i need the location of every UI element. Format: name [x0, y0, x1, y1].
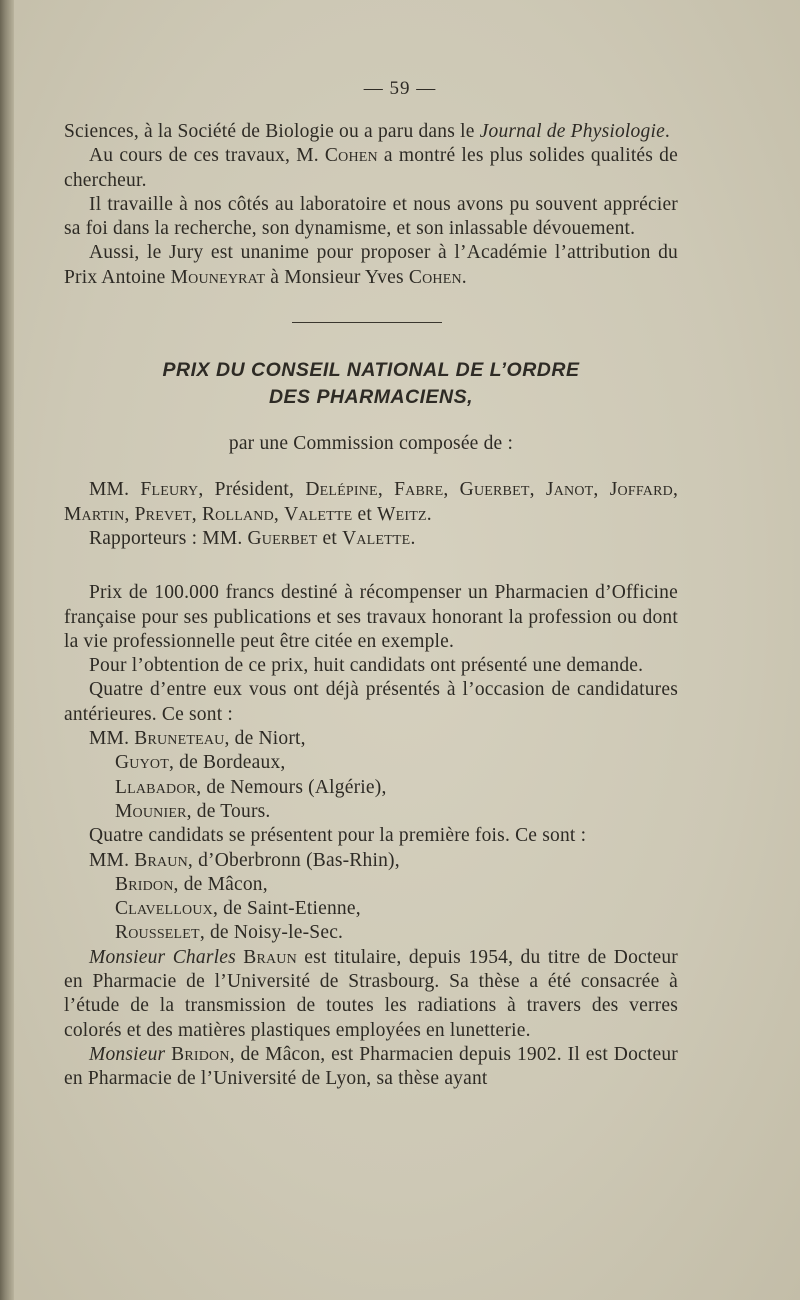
- person-name: Weitz: [377, 503, 427, 525]
- person-name: Guyot: [115, 752, 169, 774]
- previous-candidates-list: [64, 727, 678, 824]
- paragraph-text: ,: [529, 479, 546, 501]
- list-item: [64, 776, 678, 800]
- candidate-place: , de Tours.: [186, 800, 271, 822]
- person-name: Llabador: [115, 776, 197, 798]
- paragraph-new-candidates: Quatre candidats se présentent pour la première fois. Ce sont :: [89, 825, 587, 847]
- paragraph-text: , de Mâcon, est Pharmacien depuis 1902. Il est Docteur en Pharmacie de l’Université de Lyon, sa thèse ayant: [64, 1043, 678, 1090]
- paragraph-text: a montré les plus solides qualités de chercheur.: [64, 145, 678, 191]
- paragraph-qualities: [64, 144, 678, 193]
- paragraph-text: ,: [672, 479, 679, 501]
- list-item: [64, 727, 678, 751]
- person-name: Valette: [342, 527, 411, 549]
- paragraph-journal: [64, 120, 678, 144]
- person-name: Janot: [545, 479, 594, 501]
- person-name: Bruneteau: [134, 728, 225, 750]
- person-name: Rolland: [201, 503, 274, 525]
- person-name: Clavelloux: [115, 898, 213, 920]
- candidate-place: , de Saint-Etienne,: [212, 898, 361, 920]
- person-name: Guerbet: [247, 527, 318, 549]
- person-name: Mounier: [115, 800, 187, 822]
- list-item: [64, 921, 678, 945]
- person-name: Delépine: [305, 479, 378, 501]
- paragraph-text: .: [410, 527, 416, 549]
- person-name: Joffard: [609, 479, 673, 501]
- person-name: Valette: [284, 503, 353, 525]
- list-item: [64, 751, 678, 775]
- section-heading-line2: DES PHARMACIENS,: [268, 386, 474, 409]
- section-divider: [292, 322, 442, 323]
- paragraph-text: Au cours de ces travaux, M.: [89, 145, 325, 167]
- paragraph-obtention: Pour l’obtention de ce prix, huit candidats ont présenté une demande.: [89, 655, 644, 677]
- paragraph-previous-candidates: Quatre d’entre eux vous ont déjà présentés à l’occasion de candidatures antérieures. Ce sont :: [64, 679, 678, 725]
- person-name: Bridon: [115, 873, 174, 895]
- person-name: Fleury: [140, 479, 199, 501]
- list-item: [64, 800, 678, 824]
- page-number: — 59 —: [363, 78, 437, 99]
- person-name: Guerbet: [459, 479, 530, 501]
- paragraph-text: Rapporteurs : MM.: [89, 527, 248, 549]
- paragraph-bridon: [64, 1043, 678, 1092]
- person-name: Martin: [64, 503, 125, 525]
- candidate-place: , d’Oberbronn (Bas-Rhin),: [187, 849, 400, 871]
- paragraph-text: .: [664, 121, 670, 142]
- paragraph-text: ,: [593, 479, 610, 501]
- paragraph-jury-proposal: [64, 241, 678, 290]
- honorific: Monsieur: [89, 1043, 166, 1065]
- honorific: Monsieur Charles: [89, 946, 236, 968]
- list-item: [64, 897, 678, 921]
- paragraph-text: et: [317, 527, 343, 549]
- candidate-place: , de Niort,: [224, 728, 306, 750]
- paragraph-text: ,: [191, 503, 202, 525]
- prize-name: Mouneyrat: [170, 266, 266, 288]
- person-name: Cohen: [324, 145, 378, 167]
- person-name: Cohen: [408, 266, 462, 288]
- paragraph-text: ,: [124, 503, 135, 525]
- paragraph-text: MM.: [89, 479, 141, 501]
- new-candidates-list: [64, 849, 678, 946]
- paragraph-text: , Président,: [198, 479, 306, 501]
- paragraph-text: .: [426, 503, 432, 525]
- paragraph-text: Sciences, à la Société de Biologie ou a paru dans le: [64, 121, 480, 142]
- list-item: [64, 849, 678, 873]
- paragraph-text: ,: [273, 503, 285, 525]
- list-prefix: MM.: [89, 849, 135, 871]
- prize-description: Prix de 100.000 francs destiné à récompenser un Pharmacien d’Officine française pour ses publications et ses travaux honorant la profession ou dont la vie professionnelle peut être citée en exemple.: [64, 582, 678, 652]
- candidate-place: , de Nemours (Algérie),: [196, 776, 387, 798]
- person-name: Braun: [235, 946, 297, 968]
- person-name: Braun: [134, 849, 188, 871]
- person-name: Prevet: [134, 503, 192, 525]
- candidate-place: , de Noisy-le-Sec.: [199, 922, 344, 944]
- person-name: Fabre: [394, 479, 444, 501]
- list-prefix: MM.: [89, 728, 135, 750]
- journal-title: Journal de Physiologie: [479, 121, 665, 142]
- person-name: Bridon: [165, 1043, 230, 1065]
- list-item: [64, 873, 678, 897]
- paragraph-text: et: [352, 503, 378, 525]
- person-name: Rousselet: [115, 922, 200, 944]
- candidate-place: , de Bordeaux,: [168, 752, 286, 774]
- paragraph-text: .: [461, 266, 467, 288]
- section-heading: PRIX DU CONSEIL NATIONAL DE L’ORDRE: [162, 359, 580, 382]
- paragraph-text: Aussi, le Jury est unanime pour proposer à l’Académie l’attribution du Prix Antoine: [64, 242, 678, 288]
- paragraph-braun: [64, 946, 678, 1043]
- page-content: [64, 120, 678, 1092]
- paragraph-text: ,: [443, 479, 460, 501]
- paragraph-text: ,: [377, 479, 395, 501]
- paragraph-text: est titulaire, depuis 1954, du titre de Docteur en Pharmacie de l’Université de Strasbourg. Sa thèse a été consacrée à l’étude de la transmission de toutes les radiations à travers des verres colorés et des matières plastiques employées en lunetterie.: [64, 946, 678, 1041]
- rapporteurs-line: [64, 527, 678, 551]
- candidate-place: , de Mâcon,: [173, 873, 268, 895]
- commission-members: [64, 478, 678, 527]
- paragraph-laboratory: Il travaille à nos côtés au laboratoire et nous avons pu souvent apprécier sa foi dans la recherche, son dynamisme, et son inlassable dévouement.: [64, 193, 678, 240]
- book-spine-edge: [0, 0, 14, 1300]
- paragraph-text: à Monsieur Yves: [265, 266, 409, 288]
- commission-intro: par une Commission composée de :: [228, 433, 514, 455]
